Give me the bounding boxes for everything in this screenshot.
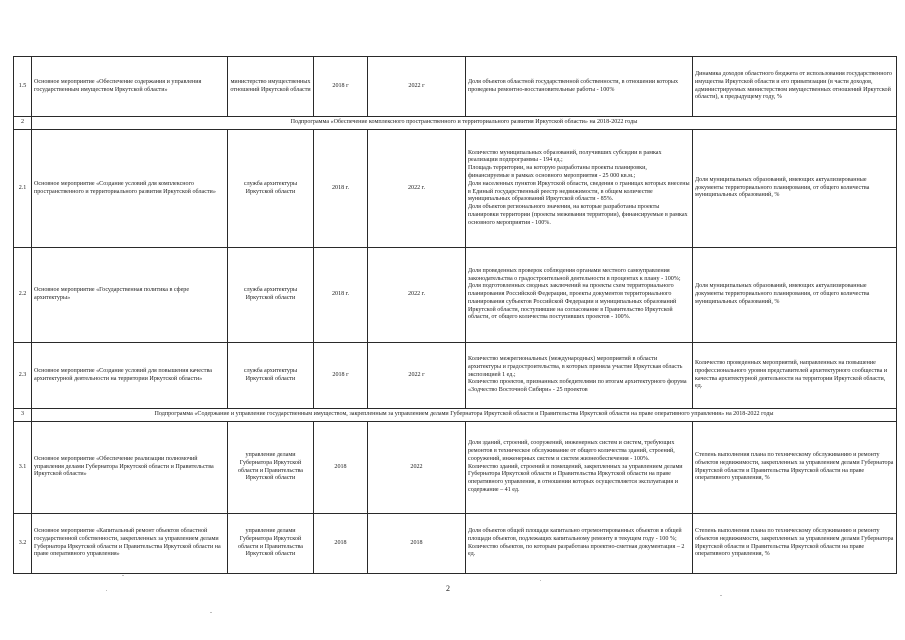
result-line: Площадь территории, на которую разработаны проекты планировки, финансируемые в рамках основного мероприятия - 25 000 кв.м.; bbox=[468, 165, 647, 179]
expected-results bbox=[466, 130, 693, 248]
program-events-table bbox=[13, 56, 897, 574]
target-indicator: Динамика доходов областного бюджета от использования государственного имущества Иркутской области и его приватизации (в части доходов, администрируемых министерством имущественных отношений Иркутской области), к предыдущему году, % bbox=[693, 57, 897, 117]
target-indicator: Степень выполнения плана по техническому обслуживанию и ремонту объектов недвижимости, закрепленных за управлением делами Губернатора Иркутской области и Правительства Иркутской области на праве оперативного управления, % bbox=[693, 422, 897, 514]
event-row bbox=[14, 422, 897, 514]
row-number: 2.1 bbox=[14, 130, 32, 248]
subprogram-row bbox=[14, 117, 897, 130]
event-name: Основное мероприятие «Обеспечение содержания и управления государственным имуществом Иркутской области» bbox=[32, 57, 228, 117]
target-indicator: Доля муниципальных образований, имеющих актуализированные документы территориального планирования, от общего количества муниципальных образований, % bbox=[693, 130, 897, 248]
result-line: Доля объектов областной государственной собственности, в отношении которых проведены ремонтно-восстановительные работы - 100% bbox=[468, 78, 679, 93]
row-number: 3.2 bbox=[14, 514, 32, 574]
row-number: 3 bbox=[14, 409, 32, 422]
start-year: 2018 г. bbox=[314, 130, 368, 248]
result-line: Доля проведенных проверок соблюдения органами местного самоуправления законодательства о градостроительной деятельности в процентах к плану - 100%; bbox=[468, 267, 681, 282]
expected-results bbox=[466, 343, 693, 409]
target-indicator: Доля муниципальных образований, имеющих актуализированные документы территориального планирования, от общего количества муниципальных образований, % bbox=[693, 248, 897, 343]
end-year: 2022 г. bbox=[368, 130, 466, 248]
event-row bbox=[14, 57, 897, 117]
result-line: Количество межрегиональных (международных) мероприятий в области архитектуры и градостроительства, в которых приняла участие Иркутская область экспозицией 1 ед.; bbox=[468, 356, 683, 378]
row-number: 2 bbox=[14, 117, 32, 130]
end-year: 2018 bbox=[368, 514, 466, 574]
result-line: Количество проектов, признанных победителями по итогам архитектурного форума «Зодчество Восточной Сибири» - 25 проектов bbox=[468, 379, 687, 394]
event-name: Основное мероприятие «Создание условий для комплексного пространственного и территориального развития Иркутской области» bbox=[32, 130, 228, 248]
start-year: 2018 г bbox=[314, 57, 368, 117]
subprogram-title: Подпрограмма «Обеспечение комплексного пространственного и территориального развития Иркутской области» на 2018-2022 годы bbox=[32, 117, 897, 130]
result-line: Доля населенных пунктов Иркутской области, сведения о границах которых внесены в Единый государственный реестр недвижимости, в общем количестве муниципальных образований Иркутской области - 85%. bbox=[468, 180, 690, 203]
subprogram-title: Подпрограмма «Содержание и управление государственным имуществом, закрепленным за управлением делами Губернатора Иркутской области и Правительства Иркутской области на праве оперативного управления» на 2018-2022 годы bbox=[32, 409, 897, 422]
row-number: 1.5 bbox=[14, 57, 32, 117]
event-name: Основное мероприятие «Обеспечение реализации полномочий управления делами Губернатора Иркутской области и Правительства Иркутской области» bbox=[32, 422, 228, 514]
event-name: Основное мероприятие «Капитальный ремонт объектов областной государственной собственности, закрепленных за управлением делами Губернатора Иркутской области и Правительства Иркутской области на праве оперативного управления» bbox=[32, 514, 228, 574]
row-number: 3.1 bbox=[14, 422, 32, 514]
responsible-executor: управление делами Губернатора Иркутской области и Правительства Иркутской области bbox=[228, 422, 314, 514]
responsible-executor: служба архитектуры Иркутской области bbox=[228, 343, 314, 409]
result-line: Количество зданий, строений и помещений, закрепленных за управлением делами Губернатора Иркутской области и Правительства Иркутской области на праве оперативного управления, в отношении которых осуществляется эксплуатация и содержание – 41 ед. bbox=[468, 463, 683, 493]
expected-results bbox=[466, 422, 693, 514]
expected-results bbox=[466, 248, 693, 343]
start-year: 2018 г. bbox=[314, 248, 368, 343]
event-name: Основное мероприятие «Государственная политика в сфере архитектуры» bbox=[32, 248, 228, 343]
result-line: Количество объектов, по которым разработана проектно-сметная документация – 2 ед. bbox=[468, 543, 685, 558]
target-indicator: Количество проведенных мероприятий, направленных на повышение профессионального уровня представителей архитектурного сообщества и качества архитектурной деятельности на территории Иркутской области, ед. bbox=[693, 343, 897, 409]
end-year: 2022 г bbox=[368, 343, 466, 409]
expected-results bbox=[466, 514, 693, 574]
event-name: Основное мероприятие «Создание условий для повышения качества архитектурной деятельности на территории Иркутской области» bbox=[32, 343, 228, 409]
start-year: 2018 bbox=[314, 422, 368, 514]
end-year: 2022 bbox=[368, 422, 466, 514]
subprogram-row bbox=[14, 409, 897, 422]
end-year: 2022 г. bbox=[368, 248, 466, 343]
event-row bbox=[14, 343, 897, 409]
responsible-executor: управление делами Губернатора Иркутской области и Правительства Иркутской области bbox=[228, 514, 314, 574]
start-year: 2018 г bbox=[314, 343, 368, 409]
event-row bbox=[14, 248, 897, 343]
target-indicator: Степень выполнения плана по техническому обслуживанию и ремонту объектов недвижимости, закрепленных за управлением делами Губернатора Иркутской области и Правительства Иркутской области на праве оперативного управления, % bbox=[693, 514, 897, 574]
responsible-executor: служба архитектуры Иркутской области bbox=[228, 130, 314, 248]
result-line: Доля объектов общей площади капитально отремонтированных объектов в общей площади объектов, подлежащих капитальному ремонту в текущем году - 100 %; bbox=[468, 527, 682, 542]
result-line: Доля зданий, строений, сооружений, инженерных систем и систем, требующих ремонтов в техническое обслуживание от общего количества зданий, строений, сооружений, инженерных систем и систем жизнеобеспечения - 100%. bbox=[468, 440, 675, 462]
responsible-executor: служба архитектуры Иркутской области bbox=[228, 248, 314, 343]
expected-results bbox=[466, 57, 693, 117]
page-number: 2 bbox=[446, 584, 450, 593]
event-row bbox=[14, 514, 897, 574]
result-line: Количество муниципальных образований, получивших субсидии в рамках реализации подпрограммы - 194 ед.; bbox=[468, 149, 662, 164]
start-year: 2018 bbox=[314, 514, 368, 574]
end-year: 2022 г bbox=[368, 57, 466, 117]
event-row bbox=[14, 130, 897, 248]
result-line: Доля объектов регионального значения, на которые разработаны проекты планировки территории (проекты межевания территории), финансируемые в рамках основного мероприятия - 100%. bbox=[468, 204, 688, 226]
responsible-executor: министерство имущественных отношений Иркутской области bbox=[228, 57, 314, 117]
result-line: Доля подготовленных сводных заключений на проекты схем территориального планирования Российской Федерации, проекты документов территориального планирования субъектов Российской Федерации и муниципальных образований Иркутской области, поступившие на согласование в Правительство Иркутской области, от общего количества поступивших проектов - 100%. bbox=[468, 283, 677, 321]
row-number: 2.2 bbox=[14, 248, 32, 343]
row-number: 2.3 bbox=[14, 343, 32, 409]
